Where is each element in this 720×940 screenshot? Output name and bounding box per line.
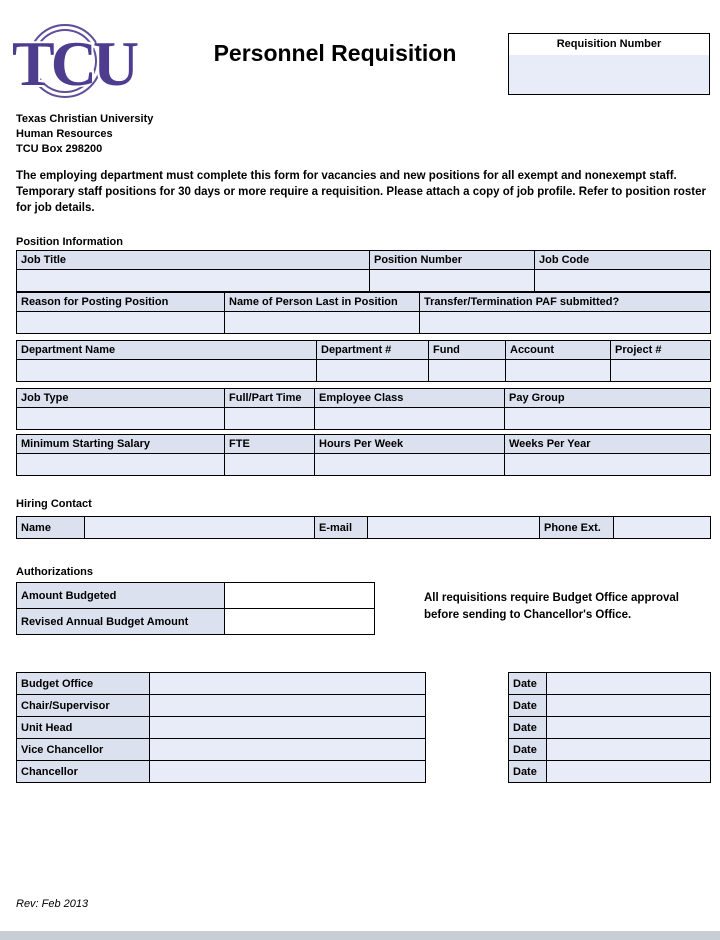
input-contact-email[interactable] (368, 517, 540, 539)
form-instructions: The employing department must complete this form for vacancies and new positions for all exempt and nonexempt staff. Temporary staff positions for 30 days or more require a requisition. Please attach a copy of job profile. Refer to position roster for job details. (16, 170, 706, 214)
address-block (16, 112, 153, 157)
form-title: Personnel Requisition (213, 40, 457, 66)
input-fund[interactable] (429, 360, 506, 382)
mailbox-line: TCU Box 298200 (16, 143, 103, 155)
date-budget-office[interactable] (547, 673, 711, 695)
input-contact-phone-ext[interactable] (614, 517, 711, 539)
signature-budget-office[interactable] (150, 673, 426, 695)
university-name: Texas Christian University (16, 113, 154, 125)
date-chancellor[interactable] (547, 761, 711, 783)
label-budget-office: Budget Office (17, 673, 150, 695)
label-date-chancellor: Date (509, 761, 547, 783)
input-project-number[interactable] (611, 360, 711, 382)
input-person-last-in-position[interactable] (225, 312, 420, 334)
hiring-contact-table (16, 516, 711, 539)
budget-office-note: All requisitions require Budget Office approval before sending to Chancellor's Office. (424, 592, 679, 621)
label-date-vice-chancellor: Date (509, 739, 547, 761)
signature-table (16, 672, 426, 783)
input-reason-for-posting[interactable] (17, 312, 225, 334)
position-table-salary (16, 434, 711, 476)
label-vice-chancellor: Vice Chancellor (17, 739, 150, 761)
label-paf-submitted: Transfer/Termination PAF submitted? (420, 293, 711, 312)
input-job-code[interactable] (535, 270, 711, 292)
label-person-last-in-position: Name of Person Last in Position (225, 293, 420, 312)
signature-chair-supervisor[interactable] (150, 695, 426, 717)
label-date-budget-office: Date (509, 673, 547, 695)
requisition-number-label: Requisition Number (556, 38, 662, 50)
label-amount-budgeted: Amount Budgeted (17, 583, 225, 609)
input-weeks-per-year[interactable] (505, 454, 711, 476)
label-weeks-per-year: Weeks Per Year (505, 435, 711, 454)
input-job-title[interactable] (17, 270, 370, 292)
input-pay-group[interactable] (505, 408, 711, 430)
position-table-job-title (16, 250, 711, 292)
label-department-name: Department Name (17, 341, 317, 360)
label-job-type: Job Type (17, 389, 225, 408)
label-chair-supervisor: Chair/Supervisor (17, 695, 150, 717)
label-fund: Fund (429, 341, 506, 360)
input-employee-class[interactable] (315, 408, 505, 430)
label-reason-for-posting: Reason for Posting Position (17, 293, 225, 312)
date-unit-head[interactable] (547, 717, 711, 739)
section-title-authorizations: Authorizations (16, 566, 93, 578)
date-chair-supervisor[interactable] (547, 695, 711, 717)
position-table-department (16, 340, 711, 382)
input-position-number[interactable] (370, 270, 535, 292)
signature-unit-head[interactable] (150, 717, 426, 739)
input-department-number[interactable] (317, 360, 429, 382)
input-full-part-time[interactable] (225, 408, 315, 430)
section-title-position-information: Position Information (16, 236, 123, 248)
label-fte: FTE (225, 435, 315, 454)
label-account: Account (506, 341, 611, 360)
input-contact-name[interactable] (85, 517, 315, 539)
input-account[interactable] (506, 360, 611, 382)
input-department-name[interactable] (17, 360, 317, 382)
section-title-hiring-contact: Hiring Contact (16, 498, 92, 510)
input-amount-budgeted[interactable] (225, 583, 375, 609)
label-employee-class: Employee Class (315, 389, 505, 408)
label-date-chair-supervisor: Date (509, 695, 547, 717)
input-fte[interactable] (225, 454, 315, 476)
signature-chancellor[interactable] (150, 761, 426, 783)
hr-department-name: Human Resources (16, 128, 113, 140)
tcu-logo-text: TCU (12, 28, 136, 99)
page-bottom-edge (0, 931, 720, 940)
label-pay-group: Pay Group (505, 389, 711, 408)
signature-date-table (508, 672, 711, 783)
label-contact-name: Name (17, 517, 85, 539)
signature-vice-chancellor[interactable] (150, 739, 426, 761)
authorizations-table (16, 582, 375, 635)
label-unit-head: Unit Head (17, 717, 150, 739)
label-hours-per-week: Hours Per Week (315, 435, 505, 454)
input-hours-per-week[interactable] (315, 454, 505, 476)
label-job-title: Job Title (17, 251, 370, 270)
label-project-number: Project # (611, 341, 711, 360)
input-minimum-starting-salary[interactable] (17, 454, 225, 476)
requisition-number-box (508, 33, 710, 95)
input-paf-submitted[interactable] (420, 312, 711, 334)
input-revised-annual-budget[interactable] (225, 609, 375, 635)
label-contact-phone-ext: Phone Ext. (540, 517, 614, 539)
label-full-part-time: Full/Part Time (225, 389, 315, 408)
position-table-job-type (16, 388, 711, 430)
label-date-unit-head: Date (509, 717, 547, 739)
input-job-type[interactable] (17, 408, 225, 430)
label-department-number: Department # (317, 341, 429, 360)
requisition-number-input[interactable] (509, 55, 709, 94)
revision-note: Rev: Feb 2013 (16, 898, 89, 910)
label-minimum-starting-salary: Minimum Starting Salary (17, 435, 225, 454)
label-revised-annual-budget: Revised Annual Budget Amount (17, 609, 225, 635)
label-contact-email: E-mail (315, 517, 368, 539)
label-job-code: Job Code (535, 251, 711, 270)
label-position-number: Position Number (370, 251, 535, 270)
label-chancellor: Chancellor (17, 761, 150, 783)
date-vice-chancellor[interactable] (547, 739, 711, 761)
position-table-reason (16, 292, 711, 334)
